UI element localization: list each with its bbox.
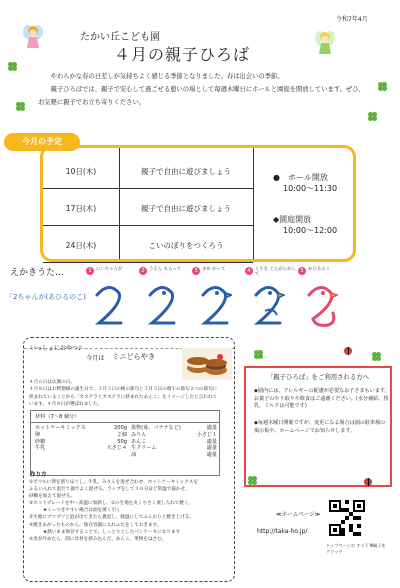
yard-label: ◆園庭開放 [273,215,312,224]
drawing-step-3-figure [198,283,232,329]
drawing-step-1-figure [92,283,126,329]
desc-line: います。４月８日が選ばれました。 [29,402,103,408]
schedule-day: 10日(木) [65,167,97,176]
ingredient-amount: 200g [114,425,127,431]
drawing-step [245,267,295,333]
recipe-line: ②ホットプレートを中～高温に加熱し、①の生地を丸く小さく流し入れて焼く。 [29,501,194,507]
ingredient-names-2 [131,425,181,459]
recipe-line: ③生地にプツプツと泡が出てきたら裏返し、軽温にしてふんわりと焼き上げる。 [29,515,194,521]
homepage-label: ≪ホームページ≫ [276,512,321,518]
ladybug-icon [364,478,372,486]
fairy-illustration-left [22,22,44,50]
ingredient-name: ホットケーキミックス [35,425,86,431]
drawing-step [86,267,136,333]
hall-label: ● ホール開放 [273,173,328,182]
ingredient-amount: 50g [117,438,127,445]
clover-icon [16,102,25,111]
page-title: ４月の親子ひろば [114,45,251,64]
step-number: 5 [298,267,306,275]
desc-line: ４月８日はお釈迦様の誕生日で、３月３日の桃の節句と５月５日の端午の節句２つの節句に [29,387,218,393]
recipe-line: ふるい入れて泡だて器でよく混ぜる。ラップをして３０分ほど常温で寝かせ、 [29,487,190,493]
ingredient-name: 油 [131,452,137,459]
drawing-song-title: えかきうた… [10,268,65,278]
drawing-step-2-figure [145,283,179,329]
ingredients-title: 材料（7～8 個分） [31,411,219,423]
step-number: 3 [192,267,200,275]
recipe-steps [29,479,232,543]
recipe-note: ★くっつきやすい場合は油を薄く引く [43,508,121,514]
snack-section-title: いっしょにおやつ♪ [30,345,82,352]
ladybug-icon [344,347,352,355]
drawing-steps [86,267,348,333]
snack-description [29,379,229,409]
intro-paragraph: やわらかな春の日差しが気持ちよく感じる季節となりました。春は出会いの季節。 [50,73,284,80]
schedule-divider [253,148,254,259]
notice-box [244,366,392,487]
ingredient-name: 果物(苺、バナナなど) [131,425,181,431]
step-text: まめ かって [202,267,226,272]
schedule-row [43,226,253,263]
ingredient-name: 卵 [35,431,41,438]
ingredient-amount: 適量 [206,438,217,445]
yard-info [273,214,337,236]
drawing-step [139,267,189,333]
ingredient-name: みりん [131,431,147,438]
recipe-line: ①ボウルに卵を割りほぐし、牛乳、みりんを混ぜ合わせ、ホットケーキミックスを [29,480,198,485]
desc-line: ４月６日は仏教の日。 [29,380,75,385]
clover-icon [8,62,17,71]
ingredient-names [35,425,86,452]
recipe-line: ④焼きあがったものから、保存容器に入れふたをしておきます。 [29,522,162,528]
schedule-divider [119,148,120,259]
clover-icon [254,350,263,359]
clover-icon [378,82,387,91]
recipe-title: 作り方 [30,472,47,478]
intro-text [38,70,368,109]
ingredient-name: 生クリーム [131,445,157,452]
ingredients-table [31,423,219,475]
recipe-line: 砂糖を加えて混ぜる。 [29,494,75,500]
kindergarten-name: たかい丘こども園 [80,32,160,43]
schedule-row [43,189,253,226]
yard-time: 10:00～12:00 [283,226,338,235]
drawing-step-5-figure [304,283,338,329]
dish-name: ミニどらやき [112,352,156,361]
recipe-line: ⑤皮が冷めたら、間に具材を挟み込んだ、あんこ、果物をはさむ。 [29,536,167,542]
clover-icon [248,476,257,485]
fairy-illustration-right [314,28,336,56]
drawing-song-subtitle: 「2ちゃんが(あひるのこ) [6,293,86,301]
ingredient-amount: 小さじ１ [196,431,217,438]
schedule-event: 親子で自由に遊びましょう [141,204,231,213]
schedule-row [43,152,253,189]
clover-icon [372,352,381,361]
schedule-box [40,145,356,262]
schedule-day: 24日(木) [65,241,97,250]
ingredient-amount: 適量 [206,445,217,452]
step-number: 2 [139,267,147,275]
schedule-tab: 今月の予定 [4,133,80,151]
schedule-day: 17日(木) [65,204,97,213]
ingredient-amounts-2 [191,425,217,459]
qr-code-icon[interactable] [329,500,365,536]
hall-time: 10:00～11:30 [283,184,338,193]
intro-paragraph: 親子ひろばでは、親子で安心して過ごせる憩いの場として毎週木曜日にホールと園庭を開放しています。ぜひ、お気軽に親子でお立ち寄りください。 [38,86,365,106]
step-text: くちを とんがらかして [255,267,296,277]
hall-info [273,172,337,194]
schedule-event: 親子で自由に遊びましょう [141,167,231,176]
recipe-note: ★熱いまま保存することで、しっとりとしたパンケーキになります [43,529,181,535]
snack-section [23,337,235,582]
dorayaki-photo [182,348,232,380]
today-label: 今月は [86,355,105,362]
notice-item: ◆毎週木曜日開催ですが、変更になる場合は園の駐車場の掲示板や、ホームページでお知らせします。 [254,420,386,434]
ingredient-amount: ２個 [116,431,127,438]
step-text: あひるのこ [308,267,330,272]
ingredient-amounts [91,425,127,452]
notice-body [254,388,390,445]
issue-date: 令和7年4月 [336,16,368,23]
homepage-url[interactable]: http://taka-ho.jp/ [257,528,308,535]
ingredient-name: 砂糖 [35,438,46,445]
ingredient-name: あんこ [131,438,147,445]
ingredient-name: 牛乳 [35,445,46,452]
step-text: うえん もらって [149,267,182,272]
drawing-step [298,267,348,333]
ingredients-box [30,410,220,476]
drawing-step [192,267,242,333]
step-number: 1 [86,267,94,275]
desc-line: 挟まれていることから「カステラとカステラに挟まれたあんこ」をイメージしたと言われて [29,394,218,400]
step-number: 4 [245,267,253,275]
notice-item: ◆園内には、アレルギーの配慮が必要なお子さまもいます。お菓子のやり取りや飲食はご遠慮ください。(水分補給、授乳、ミルクは可能です) [254,388,390,410]
notice-title: 「親子ひろば」をご利用される方へ [266,373,370,381]
drawing-step-4-figure [251,283,285,329]
step-text: にいちゃんが [96,267,123,272]
ingredient-amount: 適量 [206,452,217,459]
schedule-event: こいのぼりをつくろう [148,241,224,250]
ingredient-amount: 大さじ４ [106,445,127,452]
qr-caption: トップページの すぐ下 Ⅲ親子をクリック [326,543,386,554]
ingredient-amount: 適量 [206,425,217,431]
clover-icon [368,112,377,121]
